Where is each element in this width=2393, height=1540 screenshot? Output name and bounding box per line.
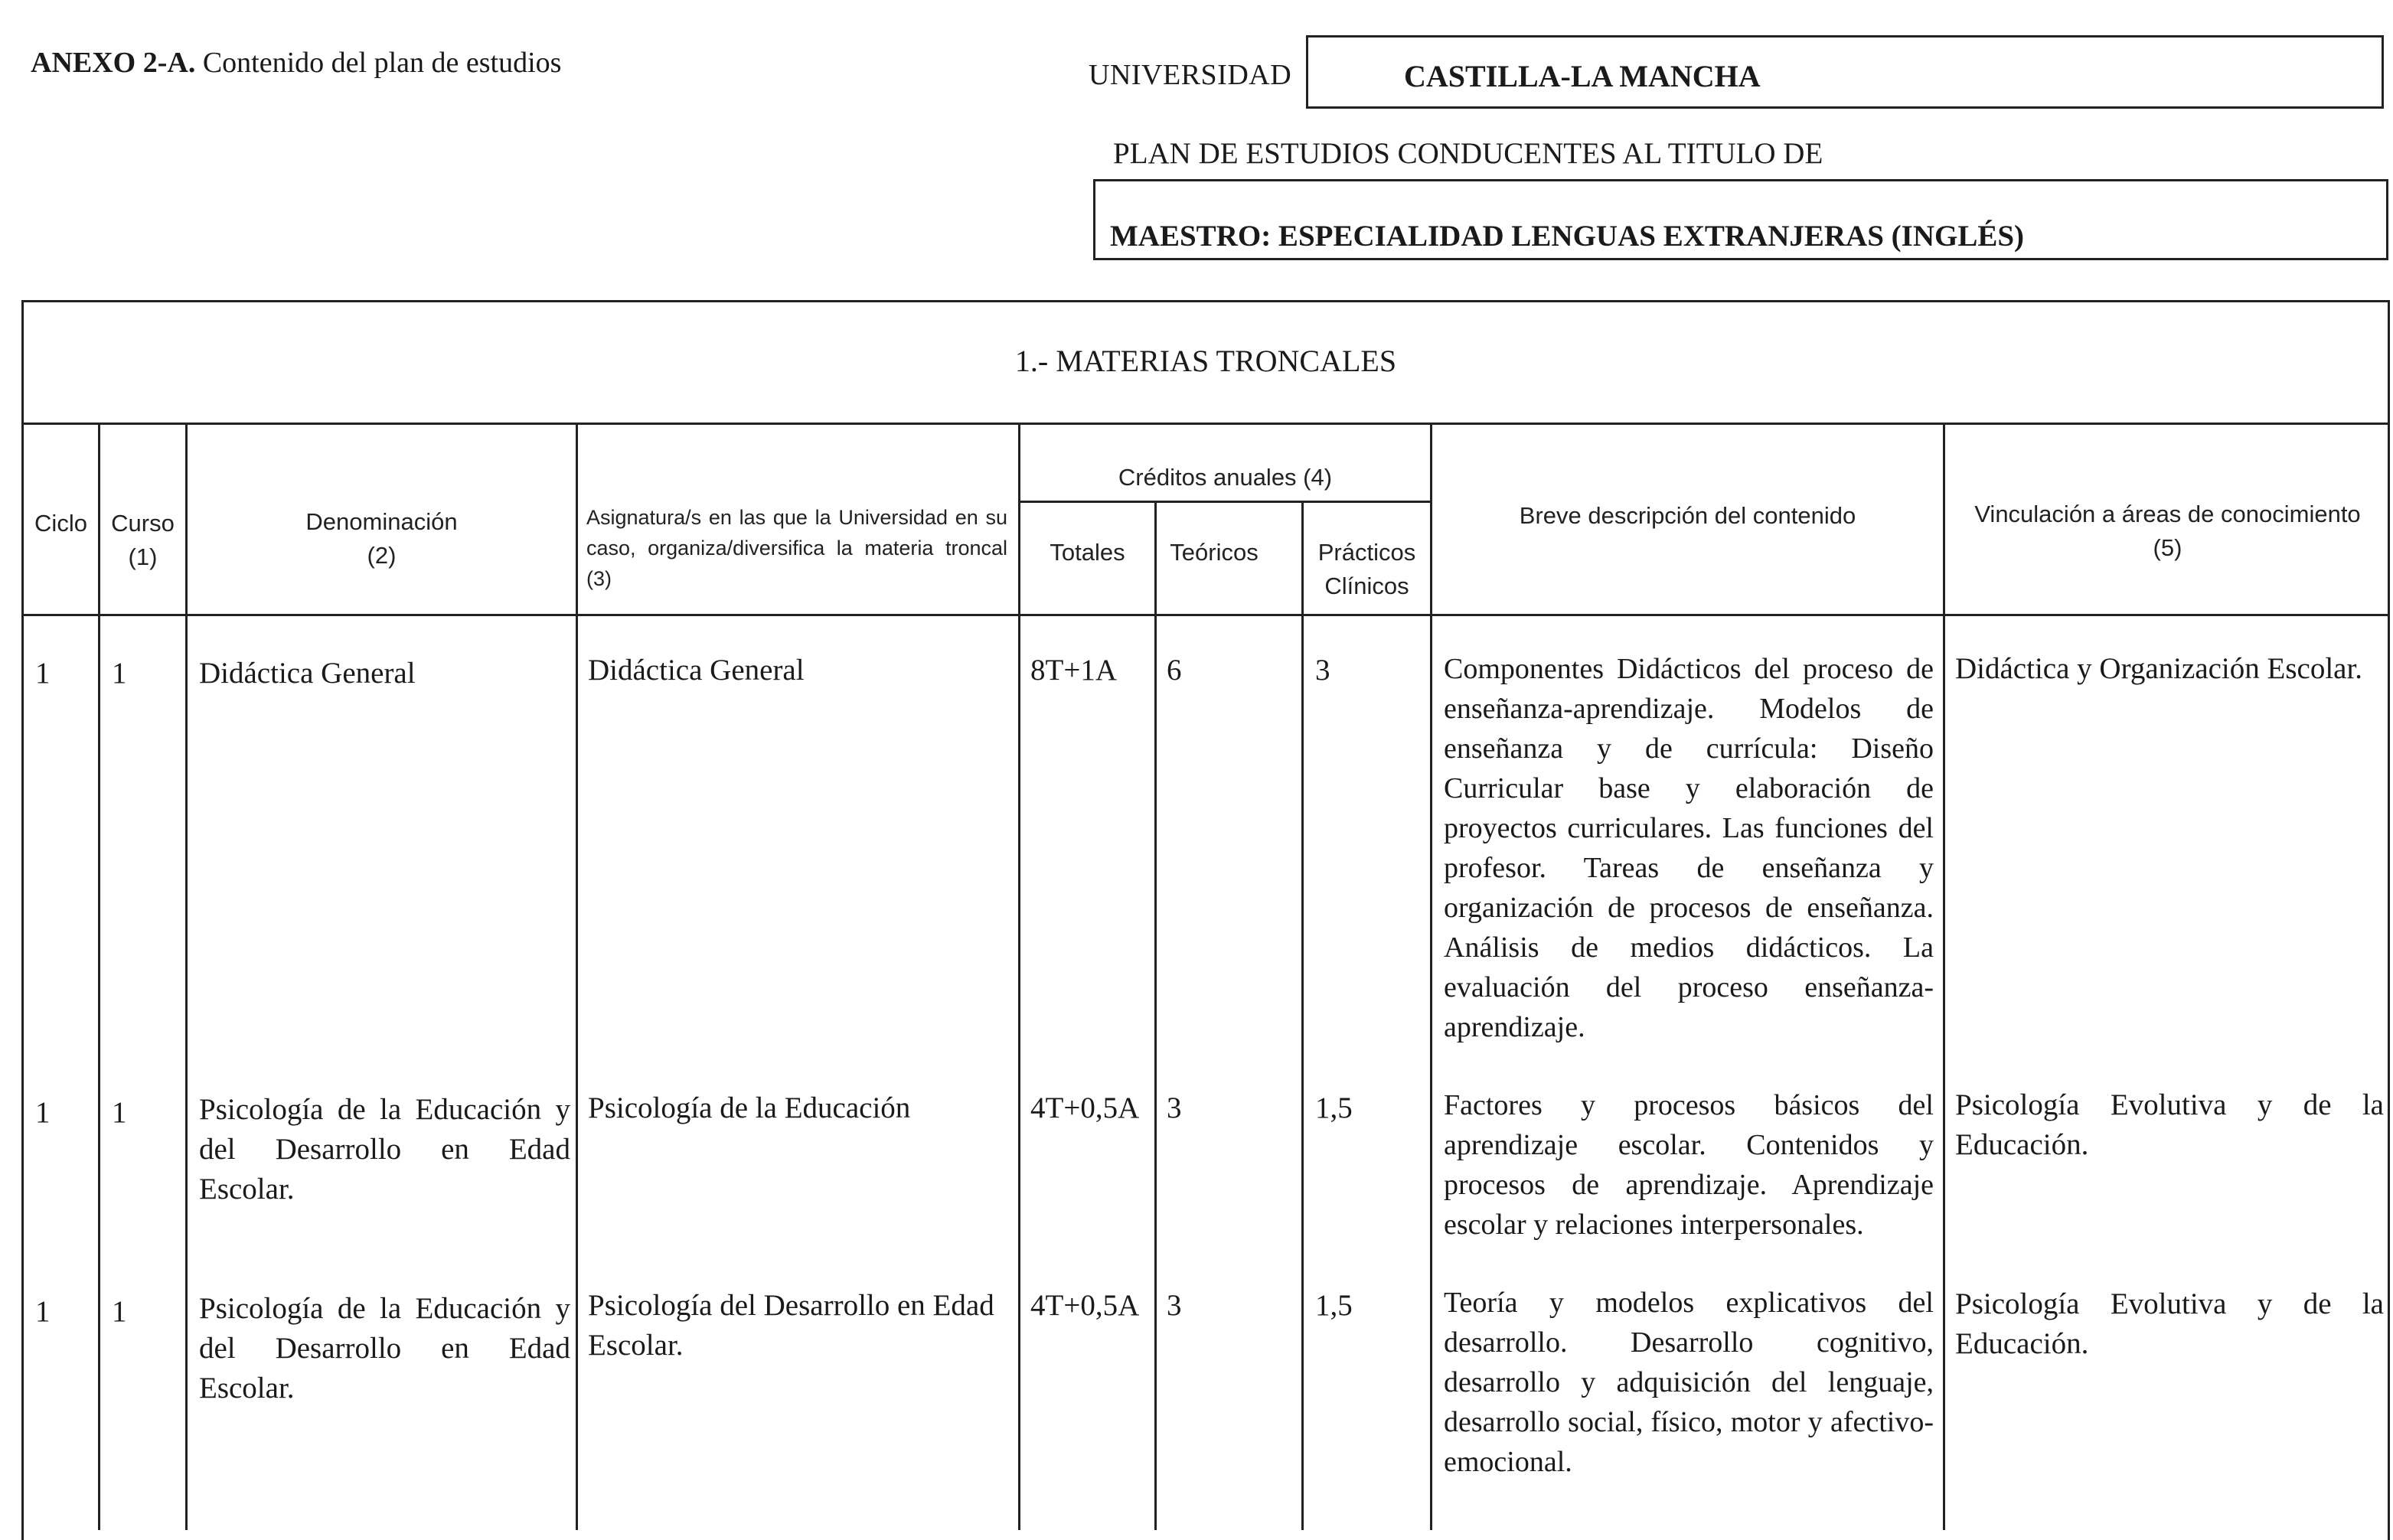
header-descripcion: Breve descripción del contenido xyxy=(1519,502,1856,529)
col-divider-8 xyxy=(1943,423,1945,1530)
row-practicos: 1,5 xyxy=(1315,1091,1353,1124)
row-teoricos: 3 xyxy=(1167,1091,1182,1124)
credits-divider xyxy=(1018,501,1430,503)
row-descripcion: Teoría y modelos explicativos del desarrollo. Desarrollo cognitivo, desarrollo y adquisición del lenguaje, desarrollo social, físico, motor y afectivo-emocional. xyxy=(1444,1287,1934,1478)
university-label: UNIVERSIDAD xyxy=(1089,59,1292,91)
header-practicos-clinicos xyxy=(1304,536,1430,603)
row-curso: 1 xyxy=(112,1295,127,1328)
col-divider-6 xyxy=(1301,501,1304,1530)
row-ciclo: 1 xyxy=(35,1096,51,1129)
header-denominacion xyxy=(188,505,576,573)
header-vinculacion-label: Vinculación a áreas de conocimiento xyxy=(1974,501,2361,527)
section-title: 1.- MATERIAS TRONCALES xyxy=(1014,344,1397,378)
header-curso xyxy=(100,507,185,574)
annex-title: Contenido del plan de estudios xyxy=(202,47,562,79)
col-divider-3 xyxy=(576,423,578,1530)
row-descripcion: Componentes Didácticos del proceso de enseñanza-aprendizaje. Modelos de enseñanza y de currícula: Diseño Curricular base y elaboración de proyectos curriculares. Las funciones del profesor. Tareas de enseñanza y organización de procesos de enseñanza. Análisis de medios didácticos. La evaluación del proceso enseñanza-aprendizaje. xyxy=(1444,653,1934,1043)
col-divider-1 xyxy=(98,423,100,1530)
header-vinculacion xyxy=(1945,498,2390,565)
row-descripcion: Factores y procesos básicos del aprendizaje escolar. Contenidos y procesos de aprendizaje. Aprendizaje escolar y relaciones interpersonales. xyxy=(1444,1089,1934,1241)
header-clinicos: Clínicos xyxy=(1324,573,1409,599)
col-divider-4 xyxy=(1018,423,1020,1530)
row-asignatura: Didáctica General xyxy=(588,654,805,687)
header-denominacion-note: (2) xyxy=(367,542,397,569)
header-denominacion-label: Denominación xyxy=(305,508,458,535)
header-asignatura: Asignatura/s en las que la Universidad en su caso, organiza/diversifica la materia troncal (3) xyxy=(586,506,1007,590)
row-ciclo: 1 xyxy=(35,1295,51,1328)
row-curso: 1 xyxy=(112,657,127,690)
row-vinculacion: Psicología Evolutiva y de la Educación. xyxy=(1955,1287,2384,1360)
row-asignatura: Psicología de la Educación xyxy=(588,1091,911,1124)
row-ciclo: 1 xyxy=(35,657,51,690)
header-curso-note: (1) xyxy=(128,543,158,570)
row-teoricos: 3 xyxy=(1167,1289,1182,1322)
row-denominacion: Psicología de la Educación y del Desarrollo en Edad Escolar. xyxy=(199,1292,570,1405)
row-vinculacion: Psicología Evolutiva y de la Educación. xyxy=(1955,1088,2384,1161)
row-denominacion: Psicología de la Educación y del Desarrollo en Edad Escolar. xyxy=(199,1093,570,1206)
header-practicos: Prácticos xyxy=(1317,539,1416,566)
col-divider-5 xyxy=(1154,501,1157,1530)
row-practicos: 3 xyxy=(1315,654,1330,687)
row-totales: 8T+1A xyxy=(1030,654,1117,687)
row-totales: 4T+0,5A xyxy=(1030,1289,1140,1322)
row-curso: 1 xyxy=(112,1096,127,1129)
row-vinculacion: Didáctica y Organización Escolar. xyxy=(1955,652,2363,685)
title-divider xyxy=(21,423,2390,425)
row-practicos: 1,5 xyxy=(1315,1289,1353,1322)
header-vinculacion-note: (5) xyxy=(2153,534,2182,561)
degree-title: MAESTRO: ESPECIALIDAD LENGUAS EXTRANJERAS (INGLÉS) xyxy=(1110,220,2025,253)
row-denominacion: Didáctica General xyxy=(199,657,416,690)
row-asignatura: Psicología del Desarrollo en Edad Escolar. xyxy=(588,1289,994,1362)
row-totales: 4T+0,5A xyxy=(1030,1091,1140,1124)
col-divider-2 xyxy=(185,423,188,1530)
header-totales: Totales xyxy=(1050,539,1125,566)
plan-line: PLAN DE ESTUDIOS CONDUCENTES AL TITULO DE xyxy=(1113,137,1823,170)
header-ciclo: Ciclo xyxy=(34,510,87,537)
col-divider-7 xyxy=(1430,423,1432,1530)
annex-number: ANEXO 2-A. xyxy=(31,47,196,79)
header-curso-label: Curso xyxy=(111,510,175,537)
header-teoricos: Teóricos xyxy=(1170,539,1259,566)
annex-heading xyxy=(31,46,561,80)
header-creditos: Créditos anuales (4) xyxy=(1118,464,1333,491)
row-teoricos: 6 xyxy=(1167,654,1182,687)
header-bottom-divider xyxy=(21,614,2390,616)
university-name: CASTILLA-LA MANCHA xyxy=(1404,59,1761,93)
